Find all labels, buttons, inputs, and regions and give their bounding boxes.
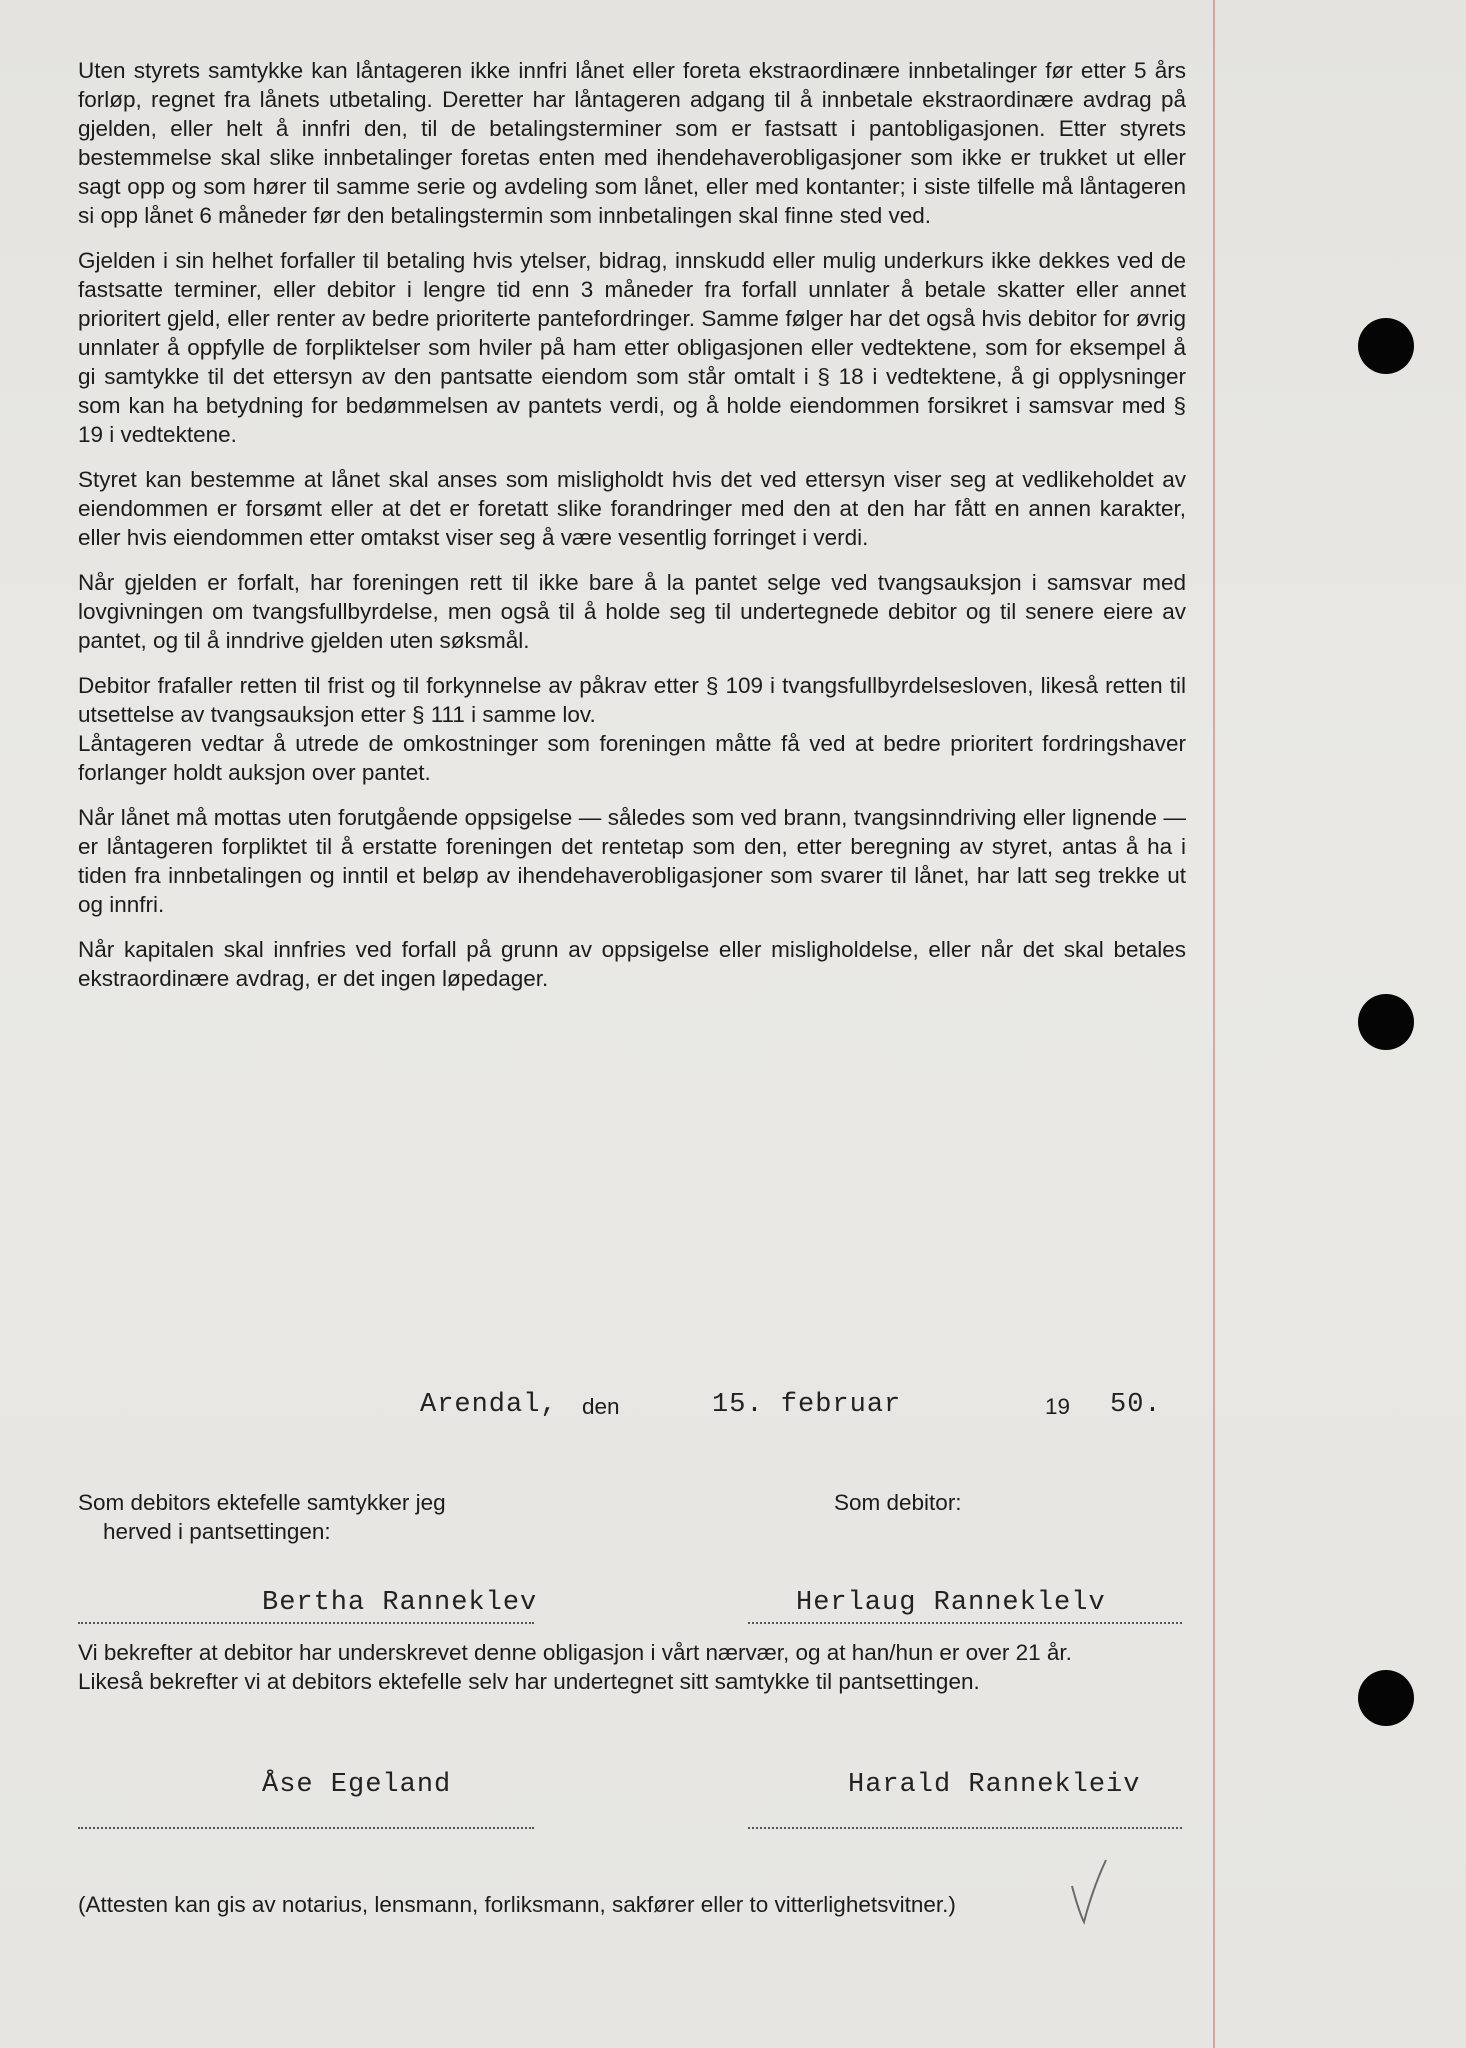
witness-two-line <box>748 1827 1182 1829</box>
date-year-prefix: 19 <box>1045 1394 1071 1419</box>
attestation-footnote: (Attesten kan gis av notarius, lensmann, forliksmann, sakfører eller to vitterlighetsvitner.) <box>78 1892 956 1917</box>
paragraph-due-in-full: Gjelden i sin helhet forfaller til betaling hvis ytelser, bidrag, innskudd eller mulig underkurs ikke dekkes ved de fastsatte terminer, eller debitor i lengre tid enn 3 måneder fra forfall unnlater å betale skatter eller annet prioritert gjeld, eller renter av bedre prioriterte pantefordringer. Samme følger har det også hvis debitor for øvrig unnlater å oppfylle de forpliktelser som hviler på ham etter obligasjonen eller vedtektene, som for eksempel å gi samtykke til det ettersyn av den pantsatte eiendom som står omtalt i § 18 i vedtektene, å gi opplysninger som kan ha betydning for bedømmelsen av pantets verdi, og å holde eiendommen forsikret i samsvar med § 19 i vedtektene. <box>78 248 1186 447</box>
date-year-suffix: 50. <box>1110 1390 1162 1420</box>
spouse-signature: Bertha Ranneklev <box>262 1588 538 1618</box>
pencil-check-mark <box>1066 1856 1116 1926</box>
date-place: Arendal, <box>420 1390 558 1420</box>
punch-hole-bottom <box>1358 1670 1414 1726</box>
date-den-label: den <box>582 1394 620 1419</box>
spouse-consent-label: Som debitors ektefelle samtykker jeg herved i pantsettingen: <box>78 1490 446 1544</box>
spouse-signature-line <box>78 1622 534 1624</box>
debtor-label: Som debitor: <box>834 1490 962 1515</box>
debtor-signature: Herlaug Ranneklelv <box>796 1588 1106 1618</box>
paragraph-waiver: Debitor frafaller retten til frist og til forkynnelse av påkrav etter § 109 i tvangsfullbyrdelsesloven, likeså retten til utsettelse av tvangsauksjon etter § 111 i samme lov. <box>78 673 1186 727</box>
paragraph-default: Styret kan bestemme at lånet skal anses som misligholdt hvis det ved ettersyn viser seg at vedlikeholdet av eiendommen er forsømt eller at det er foretatt slike forandringer med den at den har fått en annen karakter, eller hvis eiendommen etter omtakst viser seg å være vesentlig forringet i verdi. <box>78 467 1186 550</box>
witness-statement: Vi bekrefter at debitor har underskrevet denne obligasjon i vårt nærvær, og at han/hun er over 21 år. Likeså bekrefter vi at debitors ektefelle selv har undertegnet sitt samtykke til pantsettingen. <box>78 1640 1072 1694</box>
paragraph-interest-loss: Når lånet må mottas uten forutgående oppsigelse — således som ved brann, tvangsinndriving eller lignende — er låntageren forpliktet til å erstatte foreningen det rentetap som den, etter beregning av styret, antas å ha i tiden fra innbetalingen og inntil et beløp av ihendehaverobligasjoner som svarer til lånet, har latt seg trekke ut og innfri. <box>78 805 1186 917</box>
date-day-month: 15. februar <box>712 1390 902 1420</box>
debtor-signature-line <box>748 1622 1182 1624</box>
paragraph-early-repayment: Uten styrets samtykke kan låntageren ikke innfri lånet eller foreta ekstraordinære innbetalinger før etter 5 års forløp, regnet fra lånets utbetaling. Deretter har låntageren adgang til å innbetale ekstraordinære avdrag på gjelden, eller helt å innfri den, til de betalingsterminer som er fastsatt i pantobligasjonen. Etter styrets bestemmelse skal slike innbetalinger foretas enten med ihendehaverobligasjoner som ikke er trukket ut eller sagt opp og som hører til samme serie og avdeling som lånet, eller med kontanter; i siste tilfelle må låntageren si opp lånet 6 måneder før den betalingstermin som innbetalingen skal finne sted ved. <box>78 58 1186 228</box>
witness-one-line <box>78 1827 534 1829</box>
witness-two-signature: Harald Rannekleiv <box>848 1770 1141 1800</box>
obligation-terms <box>78 56 1186 1009</box>
paragraph-no-grace-days: Når kapitalen skal innfries ved forfall på grunn av oppsigelse eller misligholdelse, eller når det skal betales ekstraordinære avdrag, er det ingen løpedager. <box>78 937 1186 991</box>
witness-one-signature: Åse Egeland <box>262 1770 452 1800</box>
paragraph-costs: Låntageren vedtar å utrede de omkostninger som foreningen måtte få ved at bedre prioritert fordringshaver forlanger holdt auksjon over pantet. <box>78 731 1186 785</box>
red-margin-line <box>1213 0 1215 2048</box>
paragraph-enforcement: Når gjelden er forfalt, har foreningen rett til ikke bare å la pantet selge ved tvangsauksjon i samsvar med lovgivningen om tvangsfullbyrdelse, men også til å holde seg til undertegnede debitor og til senere eiere av pantet, og til å inndrive gjelden uten søksmål. <box>78 570 1186 653</box>
punch-hole-middle <box>1358 994 1414 1050</box>
punch-hole-top <box>1358 318 1414 374</box>
